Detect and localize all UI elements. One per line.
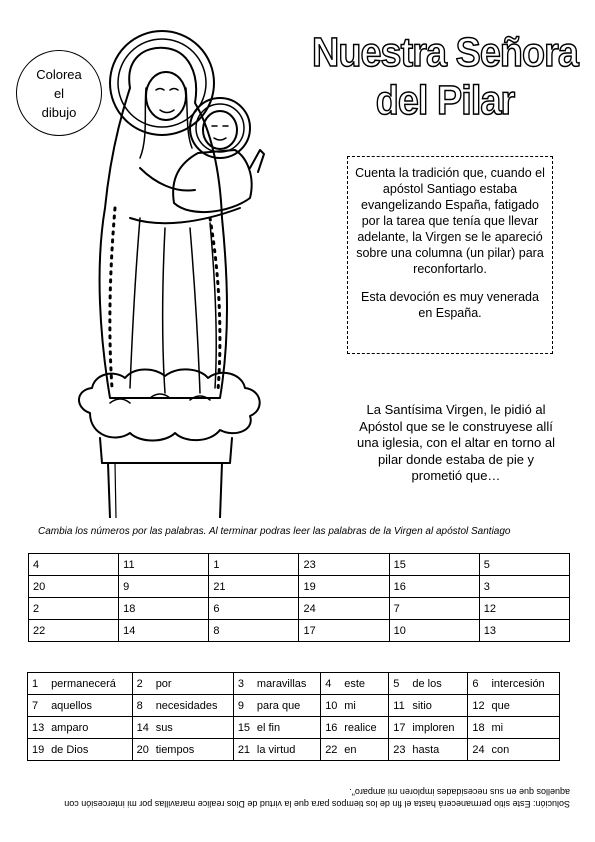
- upside-down-solution: Solución: Este sitio permanecerá hasta el fin de los tiempos para que la virtud de Dios realice maravillas por mi intercesión con aquellos que en sus necesidades imploren mi amparo".: [64, 787, 570, 809]
- puzzle-cell[interactable]: 9: [119, 576, 209, 598]
- puzzle-cell[interactable]: 16: [389, 576, 479, 598]
- title-line-2: del Pilar: [375, 77, 515, 123]
- key-cell: 10 mi: [321, 695, 389, 717]
- puzzle-cell[interactable]: 7: [389, 598, 479, 620]
- key-cell: 1 permanecerá: [28, 673, 133, 695]
- devotion-paragraph: Esta devoción es muy venerada en España.: [361, 290, 539, 320]
- key-cell: 13 amparo: [28, 717, 133, 739]
- puzzle-cell[interactable]: 14: [119, 620, 209, 642]
- key-cell: 11 sitio: [389, 695, 468, 717]
- puzzle-cell[interactable]: 22: [29, 620, 119, 642]
- puzzle-cell[interactable]: 6: [209, 598, 299, 620]
- key-cell: 2 por: [132, 673, 233, 695]
- puzzle-cell[interactable]: 13: [479, 620, 569, 642]
- request-paragraph: La Santísima Virgen, le pidió al Apóstol que se le construyese allí una iglesia, con el altar en torno al pilar donde estaba de pie y prometió que…: [356, 402, 555, 483]
- puzzle-cell[interactable]: 20: [29, 576, 119, 598]
- page-title: [312, 28, 579, 124]
- key-cell: 7 aquellos: [28, 695, 133, 717]
- key-cell: 4 este: [321, 673, 389, 695]
- key-row: [28, 717, 560, 739]
- puzzle-cell[interactable]: 18: [119, 598, 209, 620]
- puzzle-cell[interactable]: 21: [209, 576, 299, 598]
- key-cell: 22 en: [321, 739, 389, 761]
- puzzle-cell[interactable]: 5: [479, 554, 569, 576]
- key-cell: 17 imploren: [389, 717, 468, 739]
- badge-line-3: dibujo: [41, 104, 77, 120]
- badge-line-2: el: [53, 85, 65, 101]
- instruction-text: Cambia los números por las palabras. Al terminar podras leer las palabras de la Virgen al apóstol Santiago: [38, 526, 511, 537]
- key-cell: 5 de los: [389, 673, 468, 695]
- puzzle-cell[interactable]: 10: [389, 620, 479, 642]
- key-row: [28, 739, 560, 761]
- word-key-table: [27, 672, 560, 761]
- key-cell: 21 la virtud: [233, 739, 320, 761]
- key-cell: 12 que: [468, 695, 560, 717]
- puzzle-cell[interactable]: 11: [119, 554, 209, 576]
- virgin-pilar-illustration: [70, 18, 285, 518]
- key-cell: 8 necesidades: [132, 695, 233, 717]
- puzzle-cell[interactable]: 19: [299, 576, 389, 598]
- puzzle-table: [28, 553, 570, 642]
- key-cell: 3 maravillas: [233, 673, 320, 695]
- title-line-1: Nuestra Señora: [312, 29, 578, 75]
- puzzle-cell[interactable]: 15: [389, 554, 479, 576]
- puzzle-cell[interactable]: 24: [299, 598, 389, 620]
- puzzle-cell[interactable]: 17: [299, 620, 389, 642]
- key-cell: 9 para que: [233, 695, 320, 717]
- puzzle-cell[interactable]: 1: [209, 554, 299, 576]
- puzzle-row: [29, 620, 570, 642]
- key-cell: 20 tiempos: [132, 739, 233, 761]
- key-row: [28, 673, 560, 695]
- tradition-paragraph: Cuenta la tradición que, cuando el apóstol Santiago estaba evangelizando España, fatigado por la tarea que tenía que llevar adelante, la Virgen se le apareció sobre una columna (un pilar) para reconfortarlo.: [355, 166, 545, 276]
- puzzle-cell[interactable]: 8: [209, 620, 299, 642]
- puzzle-row: [29, 554, 570, 576]
- key-cell: 14 sus: [132, 717, 233, 739]
- puzzle-row: [29, 576, 570, 598]
- key-cell: 19 de Dios: [28, 739, 133, 761]
- puzzle-cell[interactable]: 12: [479, 598, 569, 620]
- key-cell: 24 con: [468, 739, 560, 761]
- key-cell: 6 intercesión: [468, 673, 560, 695]
- key-cell: 18 mi: [468, 717, 560, 739]
- key-cell: 16 realice: [321, 717, 389, 739]
- key-row: [28, 695, 560, 717]
- puzzle-row: [29, 598, 570, 620]
- key-cell: 15 el fin: [233, 717, 320, 739]
- puzzle-cell[interactable]: 4: [29, 554, 119, 576]
- puzzle-cell[interactable]: 2: [29, 598, 119, 620]
- tradition-box: [347, 156, 553, 354]
- puzzle-cell[interactable]: 23: [299, 554, 389, 576]
- puzzle-cell[interactable]: 3: [479, 576, 569, 598]
- badge-line-1: Colorea: [36, 66, 82, 82]
- key-cell: 23 hasta: [389, 739, 468, 761]
